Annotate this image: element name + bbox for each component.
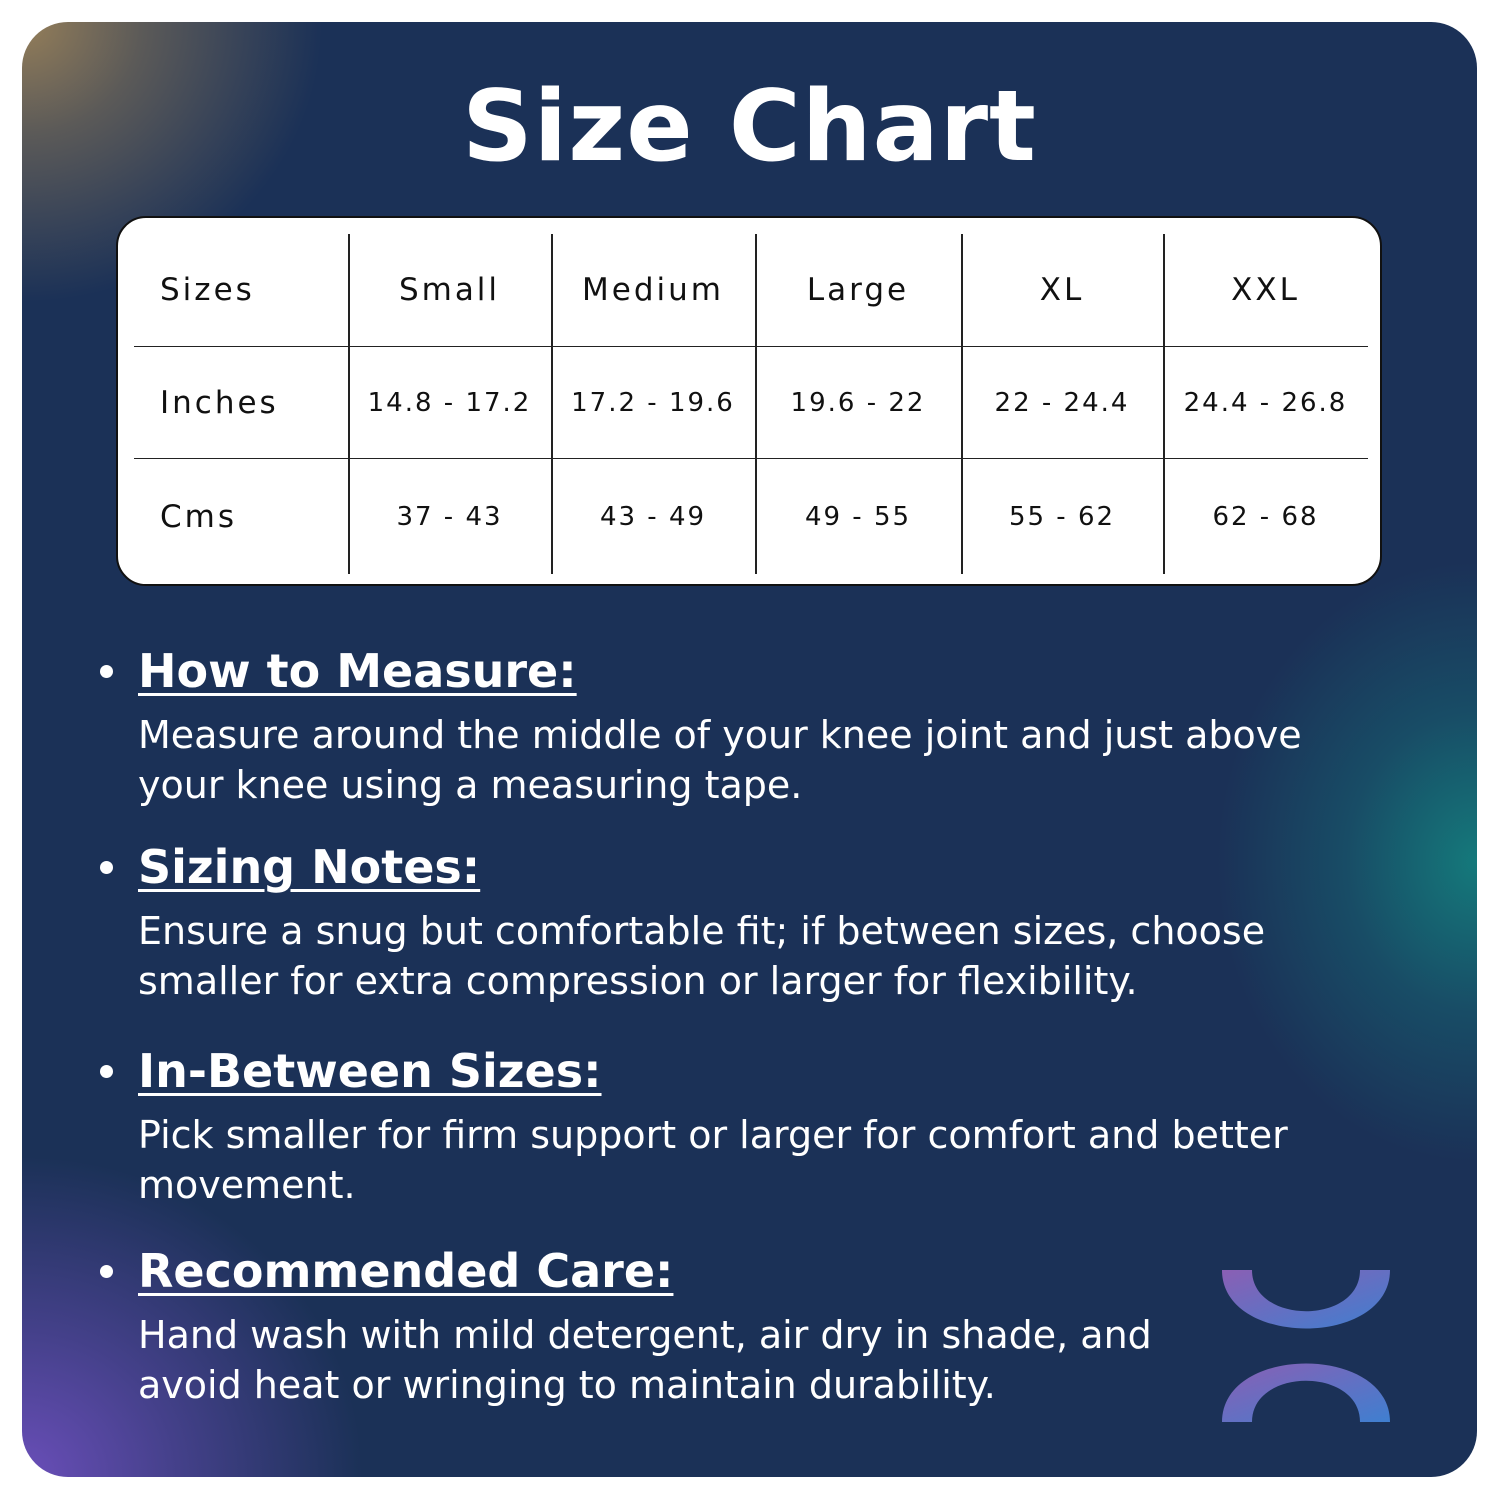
table-cell: 55 - 62 (1008, 502, 1116, 532)
header-cell-xl: XL (1039, 272, 1085, 308)
section-body: Hand wash with mild detergent, air dry in shade, and avoid heat or wringing to maintain durability. (138, 1313, 1152, 1407)
bullet-icon (100, 1065, 113, 1078)
header-cell-large: Large (806, 272, 910, 308)
header-cell-sizes: Sizes (160, 272, 255, 308)
size-chart-card (22, 22, 1477, 1477)
section-body: Pick smaller for firm support or larger for comfort and better movement. (138, 1113, 1288, 1207)
table-cell: 14.8 - 17.2 (367, 388, 532, 418)
section-heading: In-Between Sizes: (138, 1044, 602, 1098)
bullet-icon (100, 861, 113, 874)
table-row-cms (134, 458, 1368, 575)
row-label-cms: Cms (160, 499, 237, 535)
header-cell-medium: Medium (582, 272, 724, 308)
header-cell-small: Small (398, 272, 501, 308)
table-cell: 22 - 24.4 (994, 388, 1130, 418)
table-cell: 17.2 - 19.6 (571, 388, 735, 418)
x-brand-logo-icon (1218, 1270, 1394, 1422)
table-row-inches (134, 346, 1368, 459)
section-heading: Recommended Care: (138, 1244, 674, 1298)
section-body: Measure around the middle of your knee joint and just above your knee using a measuring tape. (138, 713, 1302, 807)
section-heading: Sizing Notes: (138, 840, 481, 894)
table-cell: 19.6 - 22 (790, 388, 926, 418)
header-cell-xxl: XXL (1231, 272, 1300, 308)
bullet-icon (100, 1265, 113, 1278)
table-header-row (134, 234, 1368, 346)
page-title: Size Chart (462, 70, 1037, 184)
size-table (116, 216, 1382, 586)
table-cell: 62 - 68 (1212, 502, 1319, 532)
table-cell: 37 - 43 (396, 502, 503, 532)
table-cell: 49 - 55 (804, 502, 912, 532)
table-cell: 24.4 - 26.8 (1183, 388, 1348, 418)
section-body: Ensure a snug but comfortable fit; if between sizes, choose smaller for extra compression or larger for flexibility. (138, 909, 1266, 1003)
bullet-icon (100, 665, 113, 678)
row-label-inches: Inches (160, 385, 279, 421)
table-cell: 43 - 49 (599, 502, 707, 532)
section-heading: How to Measure: (138, 644, 577, 698)
